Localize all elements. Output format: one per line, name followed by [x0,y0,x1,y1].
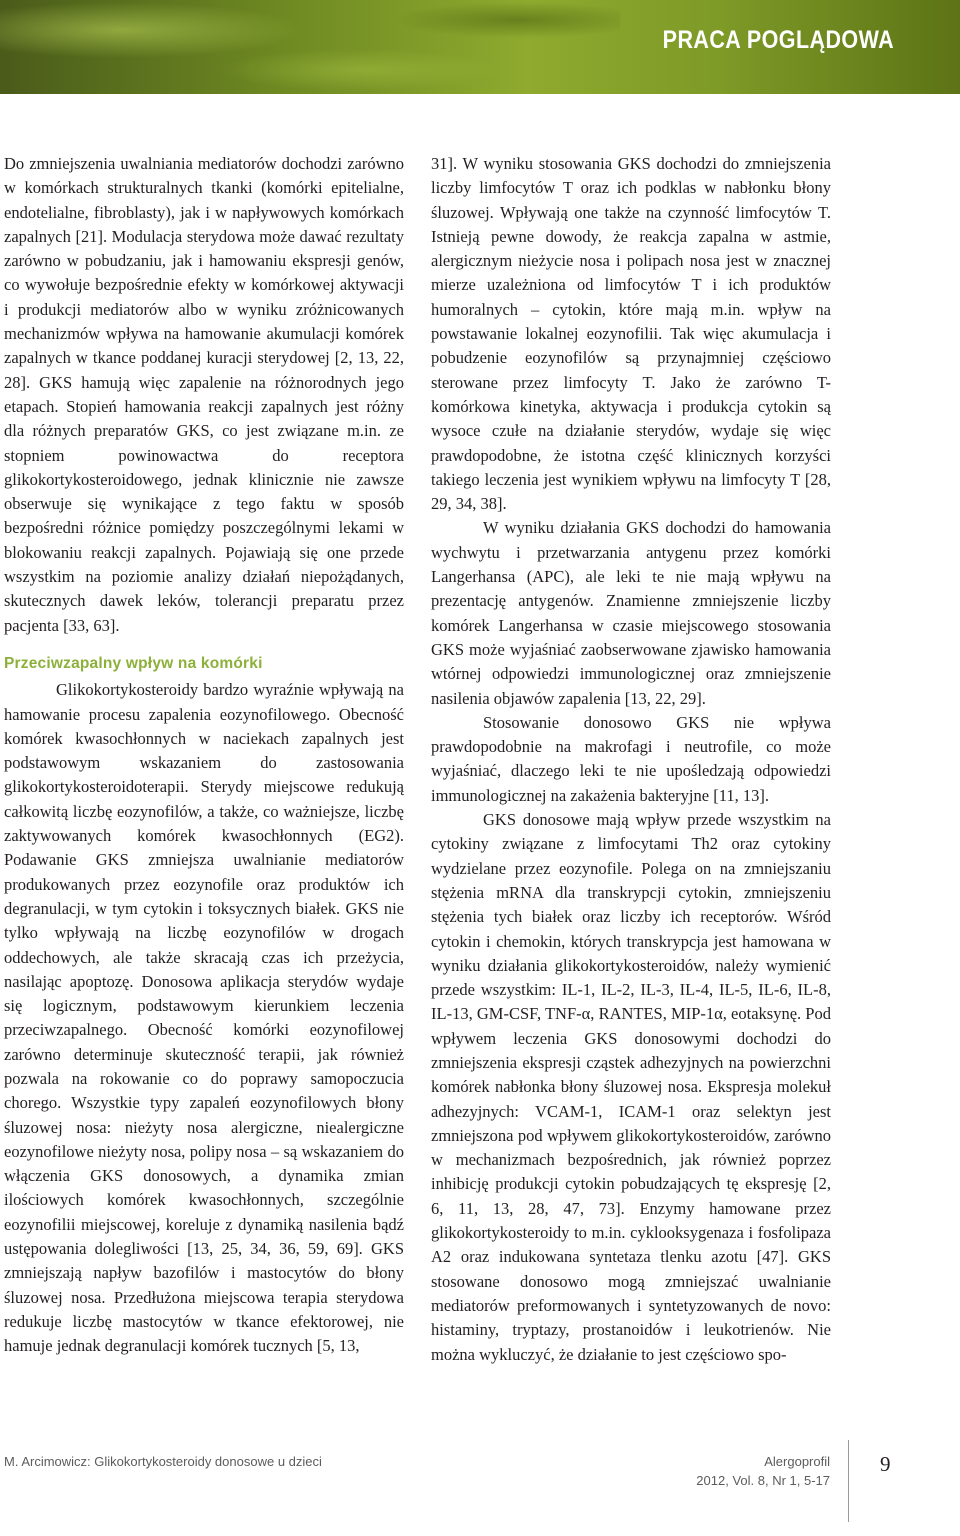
paragraph: GKS donosowe mają wpływ przede wszystkim na cytokiny związane z limfocytami Th2 oraz cytokiny wydzielane przez eozynofile. Polega on na zmniejszaniu stężenia mRNA dla transkrypcji cytokin, zmniejszeniu stężenia tych białek oraz liczby ich receptorów. Wśród cytokin i chemokin, których transkrypcja jest hamowana w wyniku działania glikokortykosteroidów, należy wymienić przede wszystkim: IL-1, IL-2, IL-3, IL-4, IL-5, IL-6, IL-8, IL-13, GM-CSF, TNF-α, RANTES, MIP-1α, eotaksynę. Pod wpływem leczenia GKS donosowymi dochodzi do zmniejszenia ekspresji cząstek adhezyjnych na powierzchni komórek nabłonka błony śluzowej nosa. Ekspresja molekuł adhezyjnych: VCAM-1, ICAM-1 oraz selektyn jest zmniejszona pod wpływem glikokortykosteroidów, zarówno w mechanizmach bezpośrednich, jak również poprzez inhibicję produkcji cytokin pobudzających tę ekspresję [2, 6, 11, 13, 28, 47, 73]. Enzymy hamowane przez glikokortykosteroidy to m.in. cyklooksygenaza i fosfolipaza A2 oraz indukowana syntetaza tlenku azotu [47]. GKS stosowane donosowo mogą zmniejszać uwalnianie mediatorów preformowanych i syntetyzowanych de novo: histaminy, tryptazy, prostanoidów i leukotrienów. Nie można wykluczyć, że działanie to jest częściowo spo- [431,810,831,1364]
journal-name: Alergoprofil [764,1454,830,1469]
header-band [0,0,960,94]
footer-journal-block [696,1452,830,1490]
leaf-texture [0,0,620,94]
paragraph: Do zmniejszenia uwalniania mediatorów dochodzi zarówno w komórkach strukturalnych tkanki (komórki epitelialne, endotelialne, fibroblasty), jak i w napływowych komórkach zapalnych [21]. Modulacja sterydowa może dawać rezultaty zarówno w pobudzaniu, jak i hamowaniu ekspresji genów, co wywołuje bezpośrednie efekty w komórkowej aktywacji i produkcji mediatorów albo w wyniku zróżnicowanych mechanizmów wpływa na hamowanie akumulacji komórek zapalnych w tkance poddanej kuracji sterydowej [2, 13, 22, 28]. GKS hamują więc zapalenie na różnorodnych jego etapach. Stopień hamowania reakcji zapalnych jest różny dla różnych preparatów GKS, co jest związane m.in. ze stopniem powinowactwa do receptora glikokortykosteroidowego, jednak klinicznie nie zawsze obserwuje się wynikające z tego faktu w sposób bezpośredni różnice pomiędzy poszczególnymi lekami w blokowaniu reakcji zapalnych. Pojawiają się one przede wszystkim na poziomie analizy działań niepożądanych, skutecznych dawek leków, tolerancji preparatu przez pacjenta [33, 63]. [4,154,404,635]
page-number: 9 [880,1452,891,1476]
footer-divider [848,1440,849,1522]
paragraph: Stosowanie donosowo GKS nie wpływa prawdopodobnie na makrofagi i neutrofile, co może wyjaśniać, dlaczego leki te nie upośledzają odpowiedzi immunologicznej na zakażenia bakteryjne [11, 13]. [431,712,831,805]
paragraph: Glikokortykosteroidy bardzo wyraźnie wpływają na hamowanie procesu zapalenia eozynofilowego. Obecność komórek kwasochłonnych w naciekach zapalnych jest podstawowym wskazaniem do zastosowania glikokortykosteroidoterapii. Sterydy miejscowe redukują całkowitą liczbę eozynofilów, a także, co ważniejsze, liczbę zaktywowanych komórek kwasochłonnych (EG2). Podawanie GKS zmniejsza uwalnianie mediatorów produkowanych przez eozynofile oraz produktów ich degranulacji, w tym cytokin i toksycznych białek. GKS nie tylko wpływają na liczbę eozynofilów w drogach oddechowych, ale także skracają czas ich przeżycia, nasilając apoptozę. Donosowa aplikacja sterydów wydaje się logicznym, podstawowym kierunkiem leczenia przeciwzapalnego. Obecność komórki eozynofilowej zarówno determinuje skuteczność terapii, jak również pozwala na rokowanie co do poprawy samopoczucia chorego. Wszystkie typy zapaleń eozynofilowych błony śluzowej nosa: nieżyty nosa alergiczne, niealergiczne eozynofilowe nieżyty nosa, polipy nosa – są wskazaniem do włączenia GKS donosowych, a dynamika zmian ilościowych komórek kwasochłonnych, szczególnie eozynofilii miejscowej, koreluje z dynamiką nasilenia bądź ustępowania dolegliwości [13, 25, 34, 36, 59, 69]. GKS zmniejszają napływ bazofilów i mastocytów do błony śluzowej nosa. Przedłużona miejscowa terapia sterydowa redukuje liczbę mastocytów w tkance efektorowej, nie hamuje jednak degranulacji komórek tucznych [5, 13, [4,680,404,1356]
left-column [4,152,404,1359]
paragraph: 31]. W wyniku stosowania GKS dochodzi do zmniejszenia liczby limfocytów T oraz ich podklas w nabłonku błony śluzowej. Wpływają one także na czynność limfocytów T. Istnieją pewne dowody, że reakcja zapalna w astmie, alergicznym nieżycie nosa i polipach nosa jest w znacznej mierze uzależniona od limfocytów T i ich produktów humoralnych – cytokin, które mają m.in. wpływ na powstawanie lokalnej eozynofilii. Tak więc akumulacja i pobudzenie eozynofilów są przynajmniej częściowo sterowane przez limfocyty T. Jako że zarówno T-komórkowa kinetyka, aktywacja i produkcja cytokin są wysoce czułe na działanie sterydów, wydaje się więc prawdopodobne, że istotna część klinicznych korzyści takiego leczenia jest wynikiem wpływu na limfocyty T [28, 29, 34, 38]. [431,154,831,514]
section-heading: Przeciwzapalny wpływ na komórki [4,654,263,672]
section-label: PRACA POGLĄDOWA [662,26,894,54]
footer-citation: M. Arcimowicz: Glikokortykosteroidy donosowe u dzieci [4,1454,322,1469]
right-column [431,152,831,1367]
journal-issue: 2012, Vol. 8, Nr 1, 5-17 [696,1473,830,1488]
paragraph: W wyniku działania GKS dochodzi do hamowania wychwytu i przetwarzania antygenu przez komórki Langerhansa (APC), ale leki te nie mają wpływu na prezentację antygenów. Znamienne zmniejszenie liczby komórek Langerhansa w czasie miejscowego stosowania GKS może wyjaśniać zaobserwowane zjawisko hamowania wtórnej odpowiedzi immunologicznej oraz zmniejszenie nasilenia objawów zapalenia [13, 22, 29]. [431,518,831,708]
